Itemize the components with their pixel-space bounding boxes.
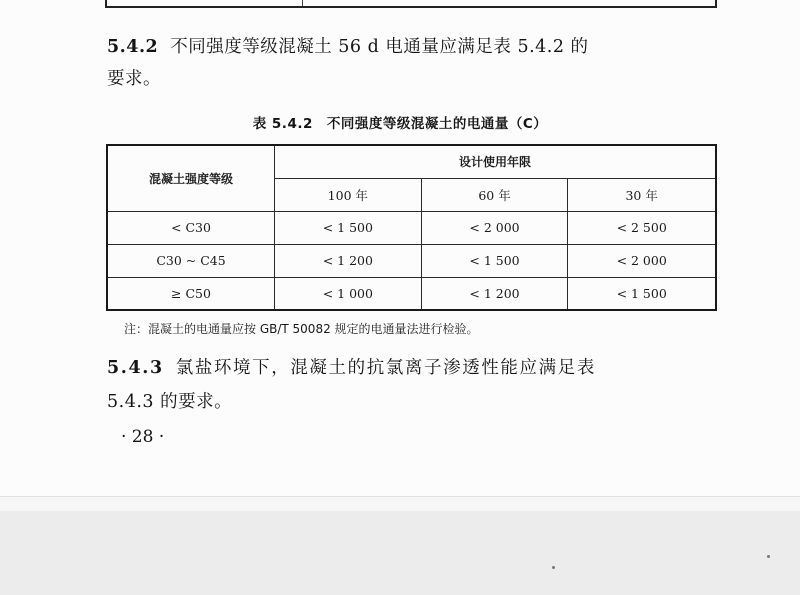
grade-cell: < C30 [107,211,275,244]
value-cell: < 1 000 [275,277,422,310]
table-note: 注：混凝土的电通量应按 GB/T 50082 规定的电通量法进行检验。 [124,322,479,336]
value-cell: < 1 200 [275,244,422,277]
header-grade: 混凝土强度等级 [107,145,275,211]
value-cell: < 1 500 [568,277,716,310]
table-header-row [107,145,716,178]
page-number: · 28 · [121,427,165,447]
header-year-100: 100 年 [275,178,422,211]
value-cell: < 1 500 [275,211,422,244]
grade-cell: ≥ C50 [107,277,275,310]
electric-flux-table [106,144,717,311]
clause-text-line2: 5.4.3 的要求。 [107,392,233,412]
value-cell: < 2 000 [421,211,568,244]
clause-number: 5.4.2 [107,37,159,57]
table-row [107,277,716,310]
table-caption [0,112,800,132]
value-cell: < 2 000 [568,244,716,277]
clause-5-4-3 [107,352,596,384]
clause-5-4-3-continuation [107,386,232,418]
table-title: 不同强度等级混凝土的电通量（C） [326,116,548,132]
value-cell: < 1 500 [421,244,568,277]
clause-text-line1: 不同强度等级混凝土 56 d 电通量应满足表 5.4.2 的 [170,37,589,57]
header-year-30: 30 年 [568,178,716,211]
page-bottom-edge [0,496,800,511]
scan-speck [552,566,555,569]
clause-text-line1: 氯盐环境下，混凝土的抗氯离子渗透性能应满足表 [175,358,596,378]
scan-speck [767,555,770,558]
value-cell: < 2 500 [568,211,716,244]
value-cell: < 1 200 [421,277,568,310]
table-row [107,211,716,244]
grade-cell: C30 ~ C45 [107,244,275,277]
clause-5-4-2-continuation [107,63,161,95]
table-number: 表 5.4.2 [252,116,313,132]
clause-text-line2: 要求。 [107,69,161,89]
clause-number: 5.4.3 [107,358,164,378]
previous-table-fragment [105,0,717,8]
header-service-life: 设计使用年限 [275,145,717,178]
table-row [107,244,716,277]
clause-5-4-2 [107,31,589,63]
header-year-60: 60 年 [421,178,568,211]
